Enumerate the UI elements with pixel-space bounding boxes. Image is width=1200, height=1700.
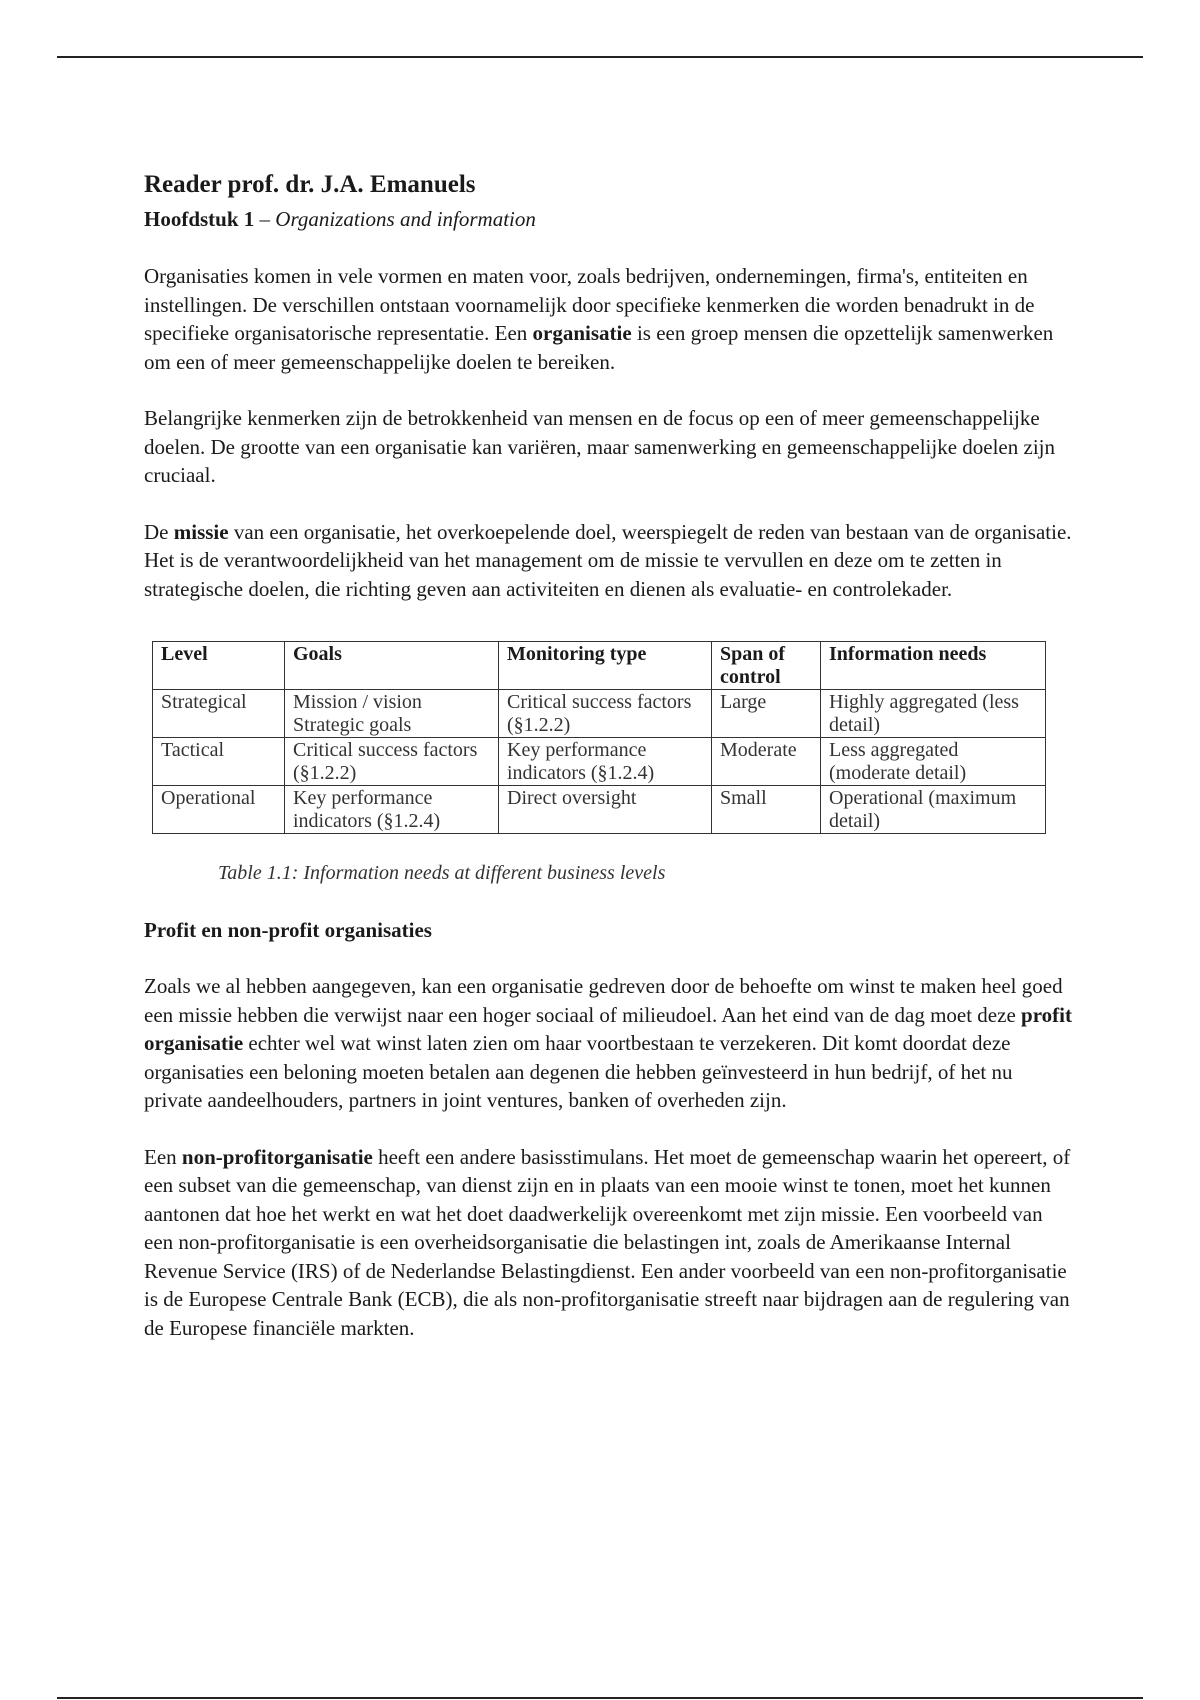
table-cell: Highly aggregated (less detail) — [821, 690, 1046, 738]
table-cell: Strategical — [153, 690, 285, 738]
table-cell: Mission / vision Strategic goals — [285, 690, 499, 738]
paragraph-text: De — [144, 519, 174, 544]
paragraph-non-profit — [144, 1143, 1074, 1343]
table-cell: Large — [712, 690, 821, 738]
document-title: Reader prof. dr. J.A. Emanuels — [144, 171, 476, 198]
table-cell: Critical success factors (§1.2.2) — [499, 690, 712, 738]
table-cell: Tactical — [153, 738, 285, 786]
page-content — [144, 168, 1074, 1342]
paragraph-text: Organisaties komen in vele vormen en maten voor, zoals bedrijven, ondernemingen, firma's, entiteiten en instellingen. De verschillen ontstaan voornamelijk door specifieke kenmerken die worden benadrukt in de specifieke organisatorische representatie. Een — [144, 264, 1035, 345]
table-cell: Operational — [153, 786, 285, 834]
table-cell: Key performance indicators (§1.2.4) — [285, 786, 499, 834]
term-missie: missie — [173, 519, 229, 544]
paragraph-text: echter wel wat winst laten zien om haar voortbestaan te verzekeren. Dit komt doordat deze organisaties een beloning moeten betalen aan degenen die hebben geïnvesteerd in hun bedrijf, of het nu private aandeelhouders, partners in joint ventures, banken of overheden zijn. — [144, 1031, 1013, 1112]
table-cell: Critical success factors (§1.2.2) — [285, 738, 499, 786]
table-caption: Table 1.1: Information needs at different business levels — [218, 862, 666, 884]
paragraph-text: is een groep mensen die opzettelijk samenwerken om een of meer gemeenschappelijke doelen te bereiken. — [144, 321, 1054, 374]
table-row — [153, 786, 1046, 834]
section-heading: Profit en non-profit organisaties — [144, 918, 432, 942]
table-cell: Moderate — [712, 738, 821, 786]
chapter-separator: – — [254, 207, 276, 231]
paragraph-missie — [144, 518, 1074, 604]
paragraph-text: Een — [144, 1144, 182, 1169]
paragraph-text: heeft een andere basisstimulans. Het moet de gemeenschap waarin het opereert, of een subset van die gemeenschap, van dienst zijn en in plaats van een mooie winst te tonen, moet het kunnen aantonen dat hoe het werkt en wat het doet daadwerkelijk overeenkomt met zijn missie. Een voorbeeld van een non-profitorganisatie is een overheidsorganisatie die belastingen int, zoals de Amerikaanse Internal Revenue Service (IRS) of de Nederlandse Belastingdienst. Een ander voorbeeld van een non-profitorganisatie is de Europese Centrale Bank (ECB), die als non-profitorganisatie streeft naar bijdragen aan de regulering van de Europese financiële markten. — [144, 1144, 1071, 1340]
table-cell: Less aggregated (moderate detail) — [821, 738, 1046, 786]
header-goals: Goals — [285, 642, 499, 690]
table-cell: Operational (maximum detail) — [821, 786, 1046, 834]
term-organisatie: organisatie — [532, 321, 632, 345]
paragraph-profit — [144, 972, 1074, 1115]
chapter-subtitle — [144, 204, 1074, 234]
header-level: Level — [153, 642, 285, 690]
top-rule — [57, 56, 1143, 58]
information-needs-table — [152, 641, 1046, 834]
table-cell: Key performance indicators (§1.2.4) — [499, 738, 712, 786]
chapter-label: Hoofdstuk 1 — [144, 207, 255, 231]
paragraph-kenmerken: Belangrijke kenmerken zijn de betrokkenheid van mensen en de focus op een of meer gemeenschappelijke doelen. De grootte van een organisatie kan variëren, maar samenwerking en gemeenschappelijke doelen zijn cruciaal. — [144, 406, 1055, 487]
table-row — [153, 738, 1046, 786]
paragraph-text: Zoals we al hebben aangegeven, kan een organisatie gedreven door de behoefte om winst te maken heel goed een missie hebben die verwijst naar een hoger sociaal of milieudoel. Aan het eind van de dag moet deze — [144, 974, 1063, 1027]
chapter-name: Organizations and information — [275, 207, 536, 231]
table-row — [153, 690, 1046, 738]
term-non-profitorganisatie: non-profitorganisatie — [181, 1144, 373, 1169]
table-cell: Small — [712, 786, 821, 834]
header-information-needs: Information needs — [821, 642, 1046, 690]
term-profit-organisatie: profit organisatie — [144, 1002, 1072, 1055]
paragraph-organisaties — [144, 262, 1074, 376]
table-cell: Direct oversight — [499, 786, 712, 834]
header-span-of-control: Span of control — [712, 642, 821, 690]
bottom-rule — [57, 1697, 1143, 1699]
table-header-row — [153, 642, 1046, 690]
paragraph-text: van een organisatie, het overkoepelende doel, weerspiegelt de reden van bestaan van de organisatie. Het is de verantwoordelijkheid van het management om de missie te vervullen en deze om te zetten in strategische doelen, die richting geven aan activiteiten en dienen als evaluatie- en controlekader. — [144, 519, 1072, 601]
header-monitoring-type: Monitoring type — [499, 642, 712, 690]
